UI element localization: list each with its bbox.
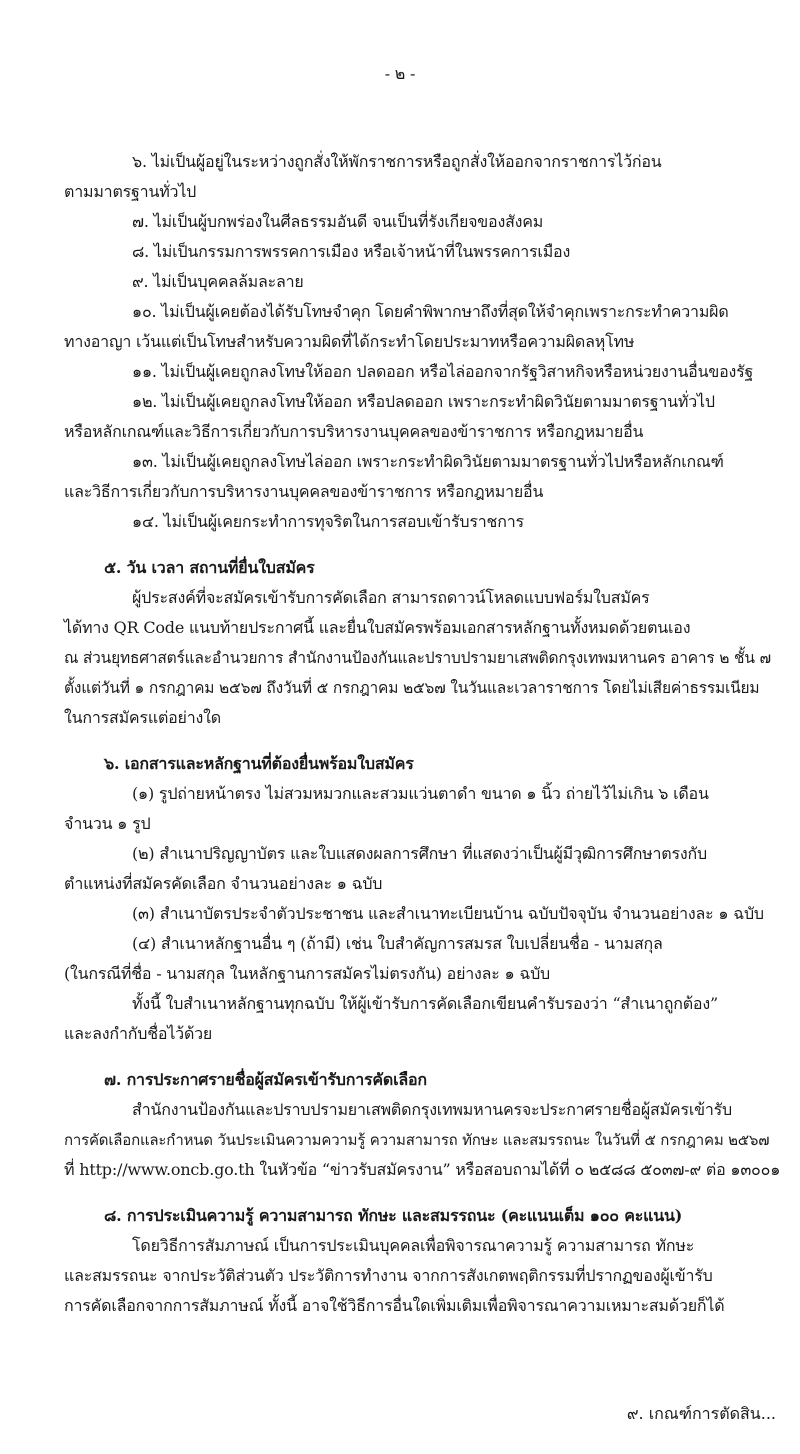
paragraph-line: การคัดเลือกจากการสัมภาษณ์ ทั้งนี้ อาจใช้วิธีการอื่นใดเพิ่มเติมเพื่อพิจารณาความเหมาะสมด้วยก็ได้ <box>64 1296 725 1315</box>
section-heading: ๗. การประกาศรายชื่อผู้สมัครเข้ารับการคัดเลือก <box>104 1070 427 1089</box>
paragraph-line: ในการสมัครแต่อย่างใด <box>64 708 221 727</box>
paragraph-line: (๒) สำเนาปริญญาบัตร และใบแสดงผลการศึกษา ที่แสดงว่าเป็นผู้มีวุฒิการศึกษาตรงกับ <box>132 844 707 863</box>
paragraph-line: ๖. ไม่เป็นผู้อยู่ในระหว่างถูกสั่งให้พักราชการหรือถูกสั่งให้ออกจากราชการไว้ก่อน <box>132 152 662 171</box>
section-heading: ๖. เอกสารและหลักฐานที่ต้องยื่นพร้อมใบสมัคร <box>104 754 414 773</box>
paragraph-line: หรือหลักเกณฑ์และวิธีการเกี่ยวกับการบริหารงานบุคคลของข้าราชการ หรือกฎหมายอื่น <box>64 422 644 441</box>
paragraph-line: ผู้ประสงค์ที่จะสมัครเข้ารับการคัดเลือก สามารถดาวน์โหลดแบบฟอร์มใบสมัคร <box>132 588 650 607</box>
paragraph-line: (๔) สำเนาหลักฐานอื่น ๆ (ถ้ามี) เช่น ใบสำคัญการสมรส ใบเปลี่ยนชื่อ - นามสกุล <box>132 934 663 953</box>
paragraph-line: (๓) สำเนาบัตรประจำตัวประชาชน และสำเนาทะเบียนบ้าน ฉบับปัจจุบัน จำนวนอย่างละ ๑ ฉบับ <box>132 904 764 923</box>
section-heading: ๘. การประเมินความรู้ ความสามารถ ทักษะ และสมรรถนะ (คะแนนเต็ม ๑๐๐ คะแนน) <box>104 1206 683 1225</box>
paragraph-line: ที่ http://www.oncb.go.th ในหัวข้อ “ข่าวรับสมัครงาน” หรือสอบถามได้ที่ ๐ ๒๕๘๘ ๕๐๓๗-๙ ต่อ ๑๓๐๐๑ <box>64 1160 781 1179</box>
paragraph-line: ๑๑. ไม่เป็นผู้เคยถูกลงโทษให้ออก ปลดออก หรือไล่ออกจากรัฐวิสาหกิจหรือหน่วยงานอื่นของรัฐ <box>132 362 754 381</box>
paragraph-line: และวิธีการเกี่ยวกับการบริหารงานบุคคลของข้าราชการ หรือกฎหมายอื่น <box>64 482 544 501</box>
paragraph-line: ๙. ไม่เป็นบุคคลล้มละลาย <box>132 272 304 291</box>
paragraph-line: ตามมาตรฐานทั่วไป <box>64 182 197 201</box>
page-number: - ๒ - <box>384 64 416 83</box>
paragraph-line: ๗. ไม่เป็นผู้บกพร่องในศีลธรรมอันดี จนเป็นที่รังเกียจของสังคม <box>132 212 544 231</box>
paragraph-line: ๑๒. ไม่เป็นผู้เคยถูกลงโทษให้ออก หรือปลดออก เพราะกระทำผิดวินัยตามมาตรฐานทั่วไป <box>132 392 715 411</box>
paragraph-line: ๘. ไม่เป็นกรรมการพรรคการเมือง หรือเจ้าหน้าที่ในพรรคการเมือง <box>132 242 571 261</box>
paragraph-line: โดยวิธีการสัมภาษณ์ เป็นการประเมินบุคคลเพื่อพิจารณาความรู้ ความสามารถ ทักษะ <box>132 1236 695 1255</box>
paragraph-line: ตั้งแต่วันที่ ๑ กรกฎาคม ๒๕๖๗ ถึงวันที่ ๕ กรกฎาคม ๒๕๖๗ ในวันและเวลาราชการ โดยไม่เสียค่าธรรมเนียม <box>64 679 760 697</box>
section-heading: ๕. วัน เวลา สถานที่ยื่นใบสมัคร <box>104 558 315 577</box>
paragraph-line: และสมรรถนะ จากประวัติส่วนตัว ประวัติการทำงาน จากการสังเกตพฤติกรรมที่ปรากฏของผู้เข้ารับ <box>64 1266 713 1285</box>
paragraph-line: ตำแหน่งที่สมัครคัดเลือก จำนวนอย่างละ ๑ ฉบับ <box>64 874 383 893</box>
paragraph-line: ทั้งนี้ ใบสำเนาหลักฐานทุกฉบับ ให้ผู้เข้ารับการคัดเลือกเขียนคำรับรองว่า “สำเนาถูกต้อง” <box>132 994 718 1013</box>
paragraph-line: ๑๓. ไม่เป็นผู้เคยถูกลงโทษไล่ออก เพราะกระทำผิดวินัยตามมาตรฐานทั่วไปหรือหลักเกณฑ์ <box>132 452 724 471</box>
paragraph-line: และลงกำกับชื่อไว้ด้วย <box>64 1024 213 1043</box>
paragraph-line: (ในกรณีที่ชื่อ - นามสกุล ในหลักฐานการสมัครไม่ตรงกัน) อย่างละ ๑ ฉบับ <box>64 964 551 983</box>
paragraph-line: สำนักงานป้องกันและปราบปรามยาเสพติดกรุงเทพมหานครจะประกาศรายชื่อผู้สมัครเข้ารับ <box>132 1100 732 1119</box>
paragraph-line: ได้ทาง QR Code แนบท้ายประกาศนี้ และยื่นใบสมัครพร้อมเอกสารหลักฐานทั้งหมดด้วยตนเอง <box>64 618 691 637</box>
paragraph-line: จำนวน ๑ รูป <box>64 814 151 833</box>
paragraph-line: (๑) รูปถ่ายหน้าตรง ไม่สวมหมวกและสวมแว่นตาดำ ขนาด ๑ นิ้ว ถ่ายไว้ไม่เกิน ๖ เดือน <box>132 784 709 803</box>
paragraph-line: ณ ส่วนยุทธศาสตร์และอำนวยการ สำนักงานป้องกันและปราบปรามยาเสพติดกรุงเทพมหานคร อาคาร ๒ ชั้น ๗ <box>64 649 771 667</box>
paragraph-line: ๑๐. ไม่เป็นผู้เคยต้องได้รับโทษจำคุก โดยคำพิพากษาถึงที่สุดให้จำคุกเพราะกระทำความผิด <box>132 302 729 321</box>
paragraph-line: ๑๔. ไม่เป็นผู้เคยกระทำการทุจริตในการสอบเข้ารับราชการ <box>132 512 524 531</box>
paragraph-line: ทางอาญา เว้นแต่เป็นโทษสำหรับความผิดที่ได้กระทำโดยประมาทหรือความผิดลหุโทษ <box>64 332 635 351</box>
paragraph-line: การคัดเลือกและกำหนด วันประเมินความความรู้ ความสามารถ ทักษะ และสมรรถนะ ในวันที่ ๕ กรกฎาคม ๒๕๖๗ <box>64 1131 770 1149</box>
continuation-note: ๙. เกณฑ์การตัดสิน... <box>626 1404 776 1423</box>
